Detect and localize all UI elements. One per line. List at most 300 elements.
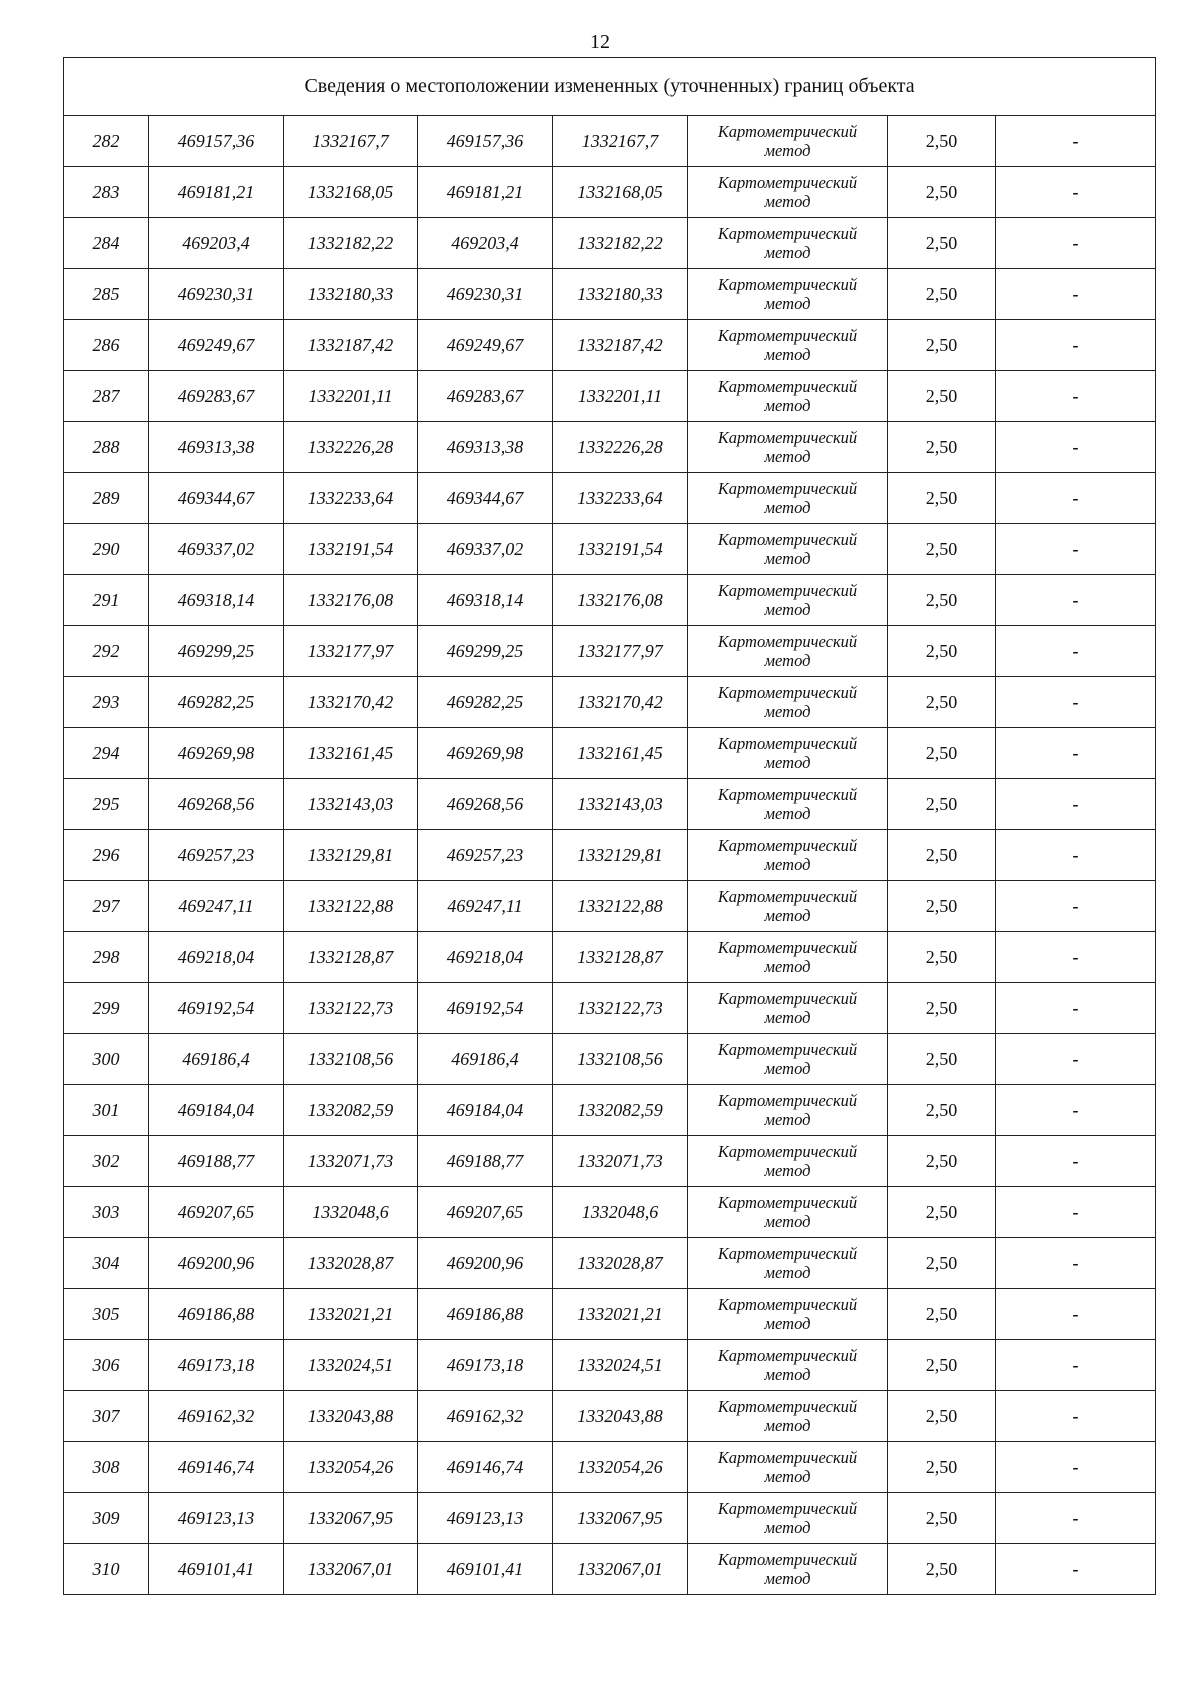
refined-y-cell: 1332024,51 bbox=[553, 1340, 688, 1391]
refined-y-cell: 1332028,87 bbox=[553, 1238, 688, 1289]
refined-x-cell: 469203,4 bbox=[418, 218, 553, 269]
refined-x-cell: 469157,36 bbox=[418, 116, 553, 167]
existing-x-cell: 469344,67 bbox=[149, 473, 284, 524]
refined-y-cell: 1332071,73 bbox=[553, 1136, 688, 1187]
method-cell bbox=[688, 473, 888, 524]
table-row bbox=[64, 1238, 1156, 1289]
table-row bbox=[64, 728, 1156, 779]
accuracy-cell: 2,50 bbox=[888, 1493, 996, 1544]
existing-y-cell: 1332122,88 bbox=[284, 881, 418, 932]
method-cell bbox=[688, 983, 888, 1034]
point-number-cell: 282 bbox=[64, 116, 149, 167]
method-line-2: метод bbox=[764, 1467, 811, 1486]
existing-y-cell: 1332191,54 bbox=[284, 524, 418, 575]
refined-y-cell: 1332067,95 bbox=[553, 1493, 688, 1544]
accuracy-cell: 2,50 bbox=[888, 1442, 996, 1493]
accuracy-cell: 2,50 bbox=[888, 932, 996, 983]
existing-x-cell: 469318,14 bbox=[149, 575, 284, 626]
existing-x-cell: 469207,65 bbox=[149, 1187, 284, 1238]
existing-y-cell: 1332021,21 bbox=[284, 1289, 418, 1340]
description-cell: - bbox=[996, 473, 1156, 524]
existing-y-cell: 1332108,56 bbox=[284, 1034, 418, 1085]
description-cell: - bbox=[996, 1238, 1156, 1289]
existing-x-cell: 469203,4 bbox=[149, 218, 284, 269]
accuracy-cell: 2,50 bbox=[888, 116, 996, 167]
method-line-2: метод bbox=[764, 396, 811, 415]
method-cell bbox=[688, 1340, 888, 1391]
point-number-cell: 310 bbox=[64, 1544, 149, 1595]
existing-y-cell: 1332176,08 bbox=[284, 575, 418, 626]
refined-y-cell: 1332108,56 bbox=[553, 1034, 688, 1085]
method-cell bbox=[688, 779, 888, 830]
description-cell: - bbox=[996, 1136, 1156, 1187]
existing-x-cell: 469282,25 bbox=[149, 677, 284, 728]
table-row bbox=[64, 473, 1156, 524]
accuracy-cell: 2,50 bbox=[888, 167, 996, 218]
method-line-1: Картометрический bbox=[717, 1091, 858, 1110]
table-row bbox=[64, 1544, 1156, 1595]
method-line-2: метод bbox=[764, 1569, 811, 1588]
method-cell bbox=[688, 626, 888, 677]
accuracy-cell: 2,50 bbox=[888, 269, 996, 320]
refined-y-cell: 1332167,7 bbox=[553, 116, 688, 167]
refined-y-cell: 1332143,03 bbox=[553, 779, 688, 830]
description-cell: - bbox=[996, 1493, 1156, 1544]
existing-x-cell: 469283,67 bbox=[149, 371, 284, 422]
method-cell bbox=[688, 677, 888, 728]
method-line-1: Картометрический bbox=[717, 1295, 858, 1314]
method-line-1: Картометрический bbox=[717, 1448, 858, 1467]
refined-x-cell: 469247,11 bbox=[418, 881, 553, 932]
description-cell: - bbox=[996, 371, 1156, 422]
method-cell bbox=[688, 1238, 888, 1289]
existing-x-cell: 469173,18 bbox=[149, 1340, 284, 1391]
refined-y-cell: 1332067,01 bbox=[553, 1544, 688, 1595]
refined-y-cell: 1332176,08 bbox=[553, 575, 688, 626]
table-row bbox=[64, 167, 1156, 218]
existing-y-cell: 1332168,05 bbox=[284, 167, 418, 218]
refined-y-cell: 1332180,33 bbox=[553, 269, 688, 320]
existing-y-cell: 1332180,33 bbox=[284, 269, 418, 320]
accuracy-cell: 2,50 bbox=[888, 1034, 996, 1085]
description-cell: - bbox=[996, 116, 1156, 167]
accuracy-cell: 2,50 bbox=[888, 218, 996, 269]
description-cell: - bbox=[996, 626, 1156, 677]
existing-y-cell: 1332122,73 bbox=[284, 983, 418, 1034]
existing-y-cell: 1332067,95 bbox=[284, 1493, 418, 1544]
method-cell bbox=[688, 320, 888, 371]
refined-x-cell: 469337,02 bbox=[418, 524, 553, 575]
method-line-1: Картометрический bbox=[717, 479, 858, 498]
method-line-2: метод bbox=[764, 1161, 811, 1180]
table-title-row bbox=[64, 58, 1156, 116]
description-cell: - bbox=[996, 983, 1156, 1034]
method-cell bbox=[688, 524, 888, 575]
description-cell: - bbox=[996, 1289, 1156, 1340]
accuracy-cell: 2,50 bbox=[888, 881, 996, 932]
point-number-cell: 284 bbox=[64, 218, 149, 269]
table-row bbox=[64, 1442, 1156, 1493]
method-line-2: метод bbox=[764, 855, 811, 874]
point-number-cell: 306 bbox=[64, 1340, 149, 1391]
description-cell: - bbox=[996, 728, 1156, 779]
table-row bbox=[64, 932, 1156, 983]
method-cell bbox=[688, 932, 888, 983]
existing-x-cell: 469186,88 bbox=[149, 1289, 284, 1340]
method-cell bbox=[688, 728, 888, 779]
description-cell: - bbox=[996, 524, 1156, 575]
method-line-1: Картометрический bbox=[717, 683, 858, 702]
refined-x-cell: 469188,77 bbox=[418, 1136, 553, 1187]
refined-y-cell: 1332043,88 bbox=[553, 1391, 688, 1442]
existing-y-cell: 1332182,22 bbox=[284, 218, 418, 269]
refined-x-cell: 469269,98 bbox=[418, 728, 553, 779]
existing-y-cell: 1332177,97 bbox=[284, 626, 418, 677]
point-number-cell: 298 bbox=[64, 932, 149, 983]
table-row bbox=[64, 575, 1156, 626]
method-line-1: Картометрический bbox=[717, 1346, 858, 1365]
point-number-cell: 309 bbox=[64, 1493, 149, 1544]
refined-y-cell: 1332122,88 bbox=[553, 881, 688, 932]
refined-x-cell: 469186,88 bbox=[418, 1289, 553, 1340]
refined-y-cell: 1332170,42 bbox=[553, 677, 688, 728]
description-cell: - bbox=[996, 1187, 1156, 1238]
method-line-1: Картометрический bbox=[717, 173, 858, 192]
method-line-1: Картометрический bbox=[717, 836, 858, 855]
refined-x-cell: 469101,41 bbox=[418, 1544, 553, 1595]
existing-y-cell: 1332028,87 bbox=[284, 1238, 418, 1289]
existing-x-cell: 469249,67 bbox=[149, 320, 284, 371]
point-number-cell: 304 bbox=[64, 1238, 149, 1289]
table-row bbox=[64, 1289, 1156, 1340]
refined-y-cell: 1332129,81 bbox=[553, 830, 688, 881]
refined-x-cell: 469268,56 bbox=[418, 779, 553, 830]
point-number-cell: 295 bbox=[64, 779, 149, 830]
point-number-cell: 299 bbox=[64, 983, 149, 1034]
existing-x-cell: 469230,31 bbox=[149, 269, 284, 320]
method-line-2: метод bbox=[764, 549, 811, 568]
existing-y-cell: 1332043,88 bbox=[284, 1391, 418, 1442]
method-line-1: Картометрический bbox=[717, 1142, 858, 1161]
description-cell: - bbox=[996, 881, 1156, 932]
method-line-2: метод bbox=[764, 294, 811, 313]
method-line-2: метод bbox=[764, 753, 811, 772]
table-row bbox=[64, 371, 1156, 422]
accuracy-cell: 2,50 bbox=[888, 371, 996, 422]
description-cell: - bbox=[996, 677, 1156, 728]
refined-x-cell: 469173,18 bbox=[418, 1340, 553, 1391]
method-line-1: Картометрический bbox=[717, 581, 858, 600]
method-cell bbox=[688, 1136, 888, 1187]
method-line-2: метод bbox=[764, 1008, 811, 1027]
method-cell bbox=[688, 1289, 888, 1340]
refined-x-cell: 469318,14 bbox=[418, 575, 553, 626]
description-cell: - bbox=[996, 167, 1156, 218]
refined-x-cell: 469218,04 bbox=[418, 932, 553, 983]
existing-y-cell: 1332067,01 bbox=[284, 1544, 418, 1595]
method-line-1: Картометрический bbox=[717, 326, 858, 345]
accuracy-cell: 2,50 bbox=[888, 575, 996, 626]
refined-y-cell: 1332048,6 bbox=[553, 1187, 688, 1238]
table-title: Сведения о местоположении измененных (уточненных) границ объекта bbox=[64, 58, 1156, 116]
existing-y-cell: 1332082,59 bbox=[284, 1085, 418, 1136]
coordinates-table bbox=[63, 57, 1156, 1595]
existing-y-cell: 1332161,45 bbox=[284, 728, 418, 779]
method-line-2: метод bbox=[764, 1263, 811, 1282]
method-cell bbox=[688, 422, 888, 473]
point-number-cell: 290 bbox=[64, 524, 149, 575]
table-row bbox=[64, 116, 1156, 167]
point-number-cell: 288 bbox=[64, 422, 149, 473]
existing-y-cell: 1332129,81 bbox=[284, 830, 418, 881]
method-line-2: метод bbox=[764, 498, 811, 517]
method-line-2: метод bbox=[764, 141, 811, 160]
method-line-1: Картометрический bbox=[717, 938, 858, 957]
refined-y-cell: 1332187,42 bbox=[553, 320, 688, 371]
table-row bbox=[64, 1085, 1156, 1136]
page-number: 12 bbox=[590, 31, 610, 53]
existing-x-cell: 469268,56 bbox=[149, 779, 284, 830]
method-line-1: Картометрический bbox=[717, 785, 858, 804]
existing-x-cell: 469192,54 bbox=[149, 983, 284, 1034]
table-row bbox=[64, 524, 1156, 575]
point-number-cell: 301 bbox=[64, 1085, 149, 1136]
existing-y-cell: 1332170,42 bbox=[284, 677, 418, 728]
method-cell bbox=[688, 1442, 888, 1493]
existing-x-cell: 469146,74 bbox=[149, 1442, 284, 1493]
refined-x-cell: 469181,21 bbox=[418, 167, 553, 218]
existing-x-cell: 469188,77 bbox=[149, 1136, 284, 1187]
refined-y-cell: 1332201,11 bbox=[553, 371, 688, 422]
description-cell: - bbox=[996, 830, 1156, 881]
existing-x-cell: 469181,21 bbox=[149, 167, 284, 218]
description-cell: - bbox=[996, 1391, 1156, 1442]
point-number-cell: 291 bbox=[64, 575, 149, 626]
table-row bbox=[64, 218, 1156, 269]
accuracy-cell: 2,50 bbox=[888, 779, 996, 830]
accuracy-cell: 2,50 bbox=[888, 1340, 996, 1391]
existing-x-cell: 469186,4 bbox=[149, 1034, 284, 1085]
table-row bbox=[64, 1340, 1156, 1391]
method-line-2: метод bbox=[764, 702, 811, 721]
method-cell bbox=[688, 371, 888, 422]
accuracy-cell: 2,50 bbox=[888, 677, 996, 728]
existing-y-cell: 1332233,64 bbox=[284, 473, 418, 524]
point-number-cell: 303 bbox=[64, 1187, 149, 1238]
description-cell: - bbox=[996, 1442, 1156, 1493]
point-number-cell: 286 bbox=[64, 320, 149, 371]
existing-x-cell: 469269,98 bbox=[149, 728, 284, 779]
refined-y-cell: 1332168,05 bbox=[553, 167, 688, 218]
accuracy-cell: 2,50 bbox=[888, 320, 996, 371]
existing-y-cell: 1332226,28 bbox=[284, 422, 418, 473]
point-number-cell: 293 bbox=[64, 677, 149, 728]
method-cell bbox=[688, 1085, 888, 1136]
table-row bbox=[64, 677, 1156, 728]
refined-x-cell: 469123,13 bbox=[418, 1493, 553, 1544]
method-line-2: метод bbox=[764, 1314, 811, 1333]
existing-x-cell: 469123,13 bbox=[149, 1493, 284, 1544]
refined-y-cell: 1332161,45 bbox=[553, 728, 688, 779]
description-cell: - bbox=[996, 932, 1156, 983]
refined-x-cell: 469299,25 bbox=[418, 626, 553, 677]
accuracy-cell: 2,50 bbox=[888, 422, 996, 473]
method-cell bbox=[688, 1493, 888, 1544]
refined-y-cell: 1332128,87 bbox=[553, 932, 688, 983]
refined-x-cell: 469200,96 bbox=[418, 1238, 553, 1289]
table-row bbox=[64, 881, 1156, 932]
accuracy-cell: 2,50 bbox=[888, 1391, 996, 1442]
refined-x-cell: 469186,4 bbox=[418, 1034, 553, 1085]
point-number-cell: 302 bbox=[64, 1136, 149, 1187]
accuracy-cell: 2,50 bbox=[888, 1544, 996, 1595]
method-line-2: метод bbox=[764, 1518, 811, 1537]
table-row bbox=[64, 320, 1156, 371]
description-cell: - bbox=[996, 218, 1156, 269]
method-cell bbox=[688, 167, 888, 218]
refined-x-cell: 469257,23 bbox=[418, 830, 553, 881]
method-cell bbox=[688, 881, 888, 932]
point-number-cell: 289 bbox=[64, 473, 149, 524]
description-cell: - bbox=[996, 779, 1156, 830]
method-line-2: метод bbox=[764, 1059, 811, 1078]
table-row bbox=[64, 1136, 1156, 1187]
existing-x-cell: 469218,04 bbox=[149, 932, 284, 983]
point-number-cell: 300 bbox=[64, 1034, 149, 1085]
accuracy-cell: 2,50 bbox=[888, 473, 996, 524]
point-number-cell: 292 bbox=[64, 626, 149, 677]
refined-x-cell: 469192,54 bbox=[418, 983, 553, 1034]
refined-y-cell: 1332226,28 bbox=[553, 422, 688, 473]
method-line-1: Картометрический bbox=[717, 989, 858, 1008]
existing-x-cell: 469157,36 bbox=[149, 116, 284, 167]
point-number-cell: 307 bbox=[64, 1391, 149, 1442]
table-row bbox=[64, 626, 1156, 677]
method-line-2: метод bbox=[764, 804, 811, 823]
existing-y-cell: 1332071,73 bbox=[284, 1136, 418, 1187]
refined-x-cell: 469282,25 bbox=[418, 677, 553, 728]
method-line-2: метод bbox=[764, 957, 811, 976]
method-line-1: Картометрический bbox=[717, 530, 858, 549]
refined-y-cell: 1332054,26 bbox=[553, 1442, 688, 1493]
method-line-1: Картометрический bbox=[717, 224, 858, 243]
point-number-cell: 297 bbox=[64, 881, 149, 932]
method-line-2: метод bbox=[764, 1416, 811, 1435]
accuracy-cell: 2,50 bbox=[888, 1238, 996, 1289]
existing-y-cell: 1332054,26 bbox=[284, 1442, 418, 1493]
method-line-2: метод bbox=[764, 447, 811, 466]
description-cell: - bbox=[996, 320, 1156, 371]
method-cell bbox=[688, 218, 888, 269]
point-number-cell: 305 bbox=[64, 1289, 149, 1340]
method-line-1: Картометрический bbox=[717, 1244, 858, 1263]
point-number-cell: 308 bbox=[64, 1442, 149, 1493]
method-line-1: Картометрический bbox=[717, 1499, 858, 1518]
method-cell bbox=[688, 575, 888, 626]
method-cell bbox=[688, 116, 888, 167]
accuracy-cell: 2,50 bbox=[888, 983, 996, 1034]
accuracy-cell: 2,50 bbox=[888, 830, 996, 881]
refined-y-cell: 1332191,54 bbox=[553, 524, 688, 575]
method-line-1: Картометрический bbox=[717, 1397, 858, 1416]
existing-x-cell: 469247,11 bbox=[149, 881, 284, 932]
description-cell: - bbox=[996, 1340, 1156, 1391]
method-line-1: Картометрический bbox=[717, 1550, 858, 1569]
method-line-2: метод bbox=[764, 1365, 811, 1384]
table-body bbox=[64, 58, 1156, 1595]
method-line-2: метод bbox=[764, 906, 811, 925]
description-cell: - bbox=[996, 575, 1156, 626]
table-row bbox=[64, 1187, 1156, 1238]
method-line-2: метод bbox=[764, 345, 811, 364]
existing-x-cell: 469162,32 bbox=[149, 1391, 284, 1442]
method-line-2: метод bbox=[764, 1110, 811, 1129]
refined-y-cell: 1332122,73 bbox=[553, 983, 688, 1034]
method-line-1: Картометрический bbox=[717, 377, 858, 396]
existing-y-cell: 1332024,51 bbox=[284, 1340, 418, 1391]
refined-y-cell: 1332182,22 bbox=[553, 218, 688, 269]
method-line-1: Картометрический bbox=[717, 428, 858, 447]
method-line-1: Картометрический bbox=[717, 1193, 858, 1212]
method-line-1: Картометрический bbox=[717, 122, 858, 141]
existing-y-cell: 1332201,11 bbox=[284, 371, 418, 422]
point-number-cell: 287 bbox=[64, 371, 149, 422]
method-cell bbox=[688, 1034, 888, 1085]
point-number-cell: 296 bbox=[64, 830, 149, 881]
existing-x-cell: 469200,96 bbox=[149, 1238, 284, 1289]
table-row bbox=[64, 422, 1156, 473]
existing-y-cell: 1332128,87 bbox=[284, 932, 418, 983]
method-line-1: Картометрический bbox=[717, 632, 858, 651]
table-row bbox=[64, 830, 1156, 881]
method-cell bbox=[688, 1391, 888, 1442]
description-cell: - bbox=[996, 1034, 1156, 1085]
method-line-1: Картометрический bbox=[717, 275, 858, 294]
refined-x-cell: 469184,04 bbox=[418, 1085, 553, 1136]
method-line-2: метод bbox=[764, 243, 811, 262]
refined-y-cell: 1332233,64 bbox=[553, 473, 688, 524]
point-number-cell: 294 bbox=[64, 728, 149, 779]
description-cell: - bbox=[996, 422, 1156, 473]
table-row bbox=[64, 1034, 1156, 1085]
method-line-1: Картометрический bbox=[717, 1040, 858, 1059]
refined-x-cell: 469344,67 bbox=[418, 473, 553, 524]
refined-x-cell: 469146,74 bbox=[418, 1442, 553, 1493]
refined-y-cell: 1332177,97 bbox=[553, 626, 688, 677]
existing-y-cell: 1332143,03 bbox=[284, 779, 418, 830]
method-cell bbox=[688, 1544, 888, 1595]
method-cell bbox=[688, 830, 888, 881]
method-line-2: метод bbox=[764, 192, 811, 211]
refined-y-cell: 1332082,59 bbox=[553, 1085, 688, 1136]
existing-x-cell: 469257,23 bbox=[149, 830, 284, 881]
method-cell bbox=[688, 269, 888, 320]
existing-x-cell: 469337,02 bbox=[149, 524, 284, 575]
table-row bbox=[64, 1391, 1156, 1442]
description-cell: - bbox=[996, 1085, 1156, 1136]
refined-x-cell: 469313,38 bbox=[418, 422, 553, 473]
existing-x-cell: 469184,04 bbox=[149, 1085, 284, 1136]
point-number-cell: 283 bbox=[64, 167, 149, 218]
point-number-cell: 285 bbox=[64, 269, 149, 320]
table-row bbox=[64, 779, 1156, 830]
accuracy-cell: 2,50 bbox=[888, 1085, 996, 1136]
method-cell bbox=[688, 1187, 888, 1238]
refined-x-cell: 469249,67 bbox=[418, 320, 553, 371]
accuracy-cell: 2,50 bbox=[888, 728, 996, 779]
method-line-2: метод bbox=[764, 1212, 811, 1231]
method-line-2: метод bbox=[764, 600, 811, 619]
